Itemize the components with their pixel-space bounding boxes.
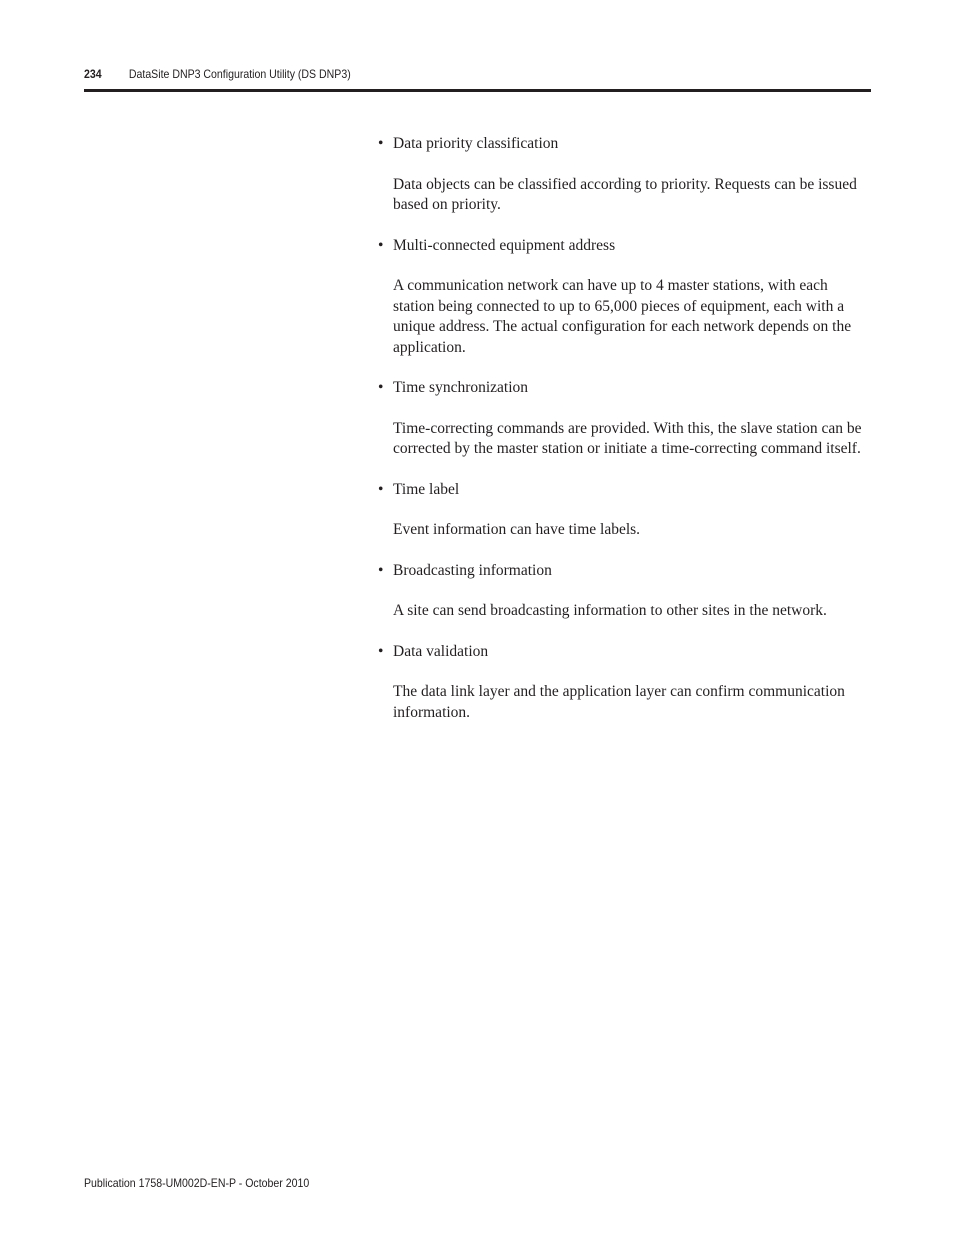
bullet-icon: • (378, 135, 384, 152)
bullet-label: Broadcasting information (393, 561, 552, 579)
bullet-heading (378, 236, 872, 257)
bullet-label: Data validation (393, 642, 489, 660)
page-footer: Publication 1758-UM002D-EN-P - October 2010 (84, 1176, 310, 1190)
list-item (378, 480, 872, 541)
bullet-icon: • (378, 642, 384, 660)
bullet-label: Multi-connected equipment address (393, 236, 616, 254)
bullet-description: Data objects can be classified according to priority. Requests can be issued based on priority. (393, 175, 857, 213)
bullet-description: A communication network can have up to 4 master stations, with each station being connected to up to 65,000 pieces of equipment, each with a unique address. The actual configuration for each network depends on the application. (393, 277, 852, 356)
bullet-label: Time label (393, 480, 460, 498)
list-item (378, 378, 872, 460)
list-item (378, 561, 872, 622)
bullet-description: Event information can have time labels. (393, 521, 641, 538)
bullet-label: Time synchronization (393, 379, 529, 396)
bullet-description: A site can send broadcasting information to other sites in the network. (393, 602, 827, 619)
feature-list (378, 134, 872, 743)
list-item (378, 236, 872, 359)
bullet-description: The data link layer and the application layer can confirm communication information. (393, 683, 845, 721)
header-title: DataSite DNP3 Configuration Utility (DS DNP3) (128, 67, 351, 81)
bullet-heading (378, 378, 872, 399)
bullet-icon: • (378, 480, 384, 498)
bullet-icon: • (378, 561, 384, 579)
page-number: 234 (84, 67, 102, 81)
list-item (378, 642, 872, 724)
bullet-description: Time-correcting commands are provided. With this, the slave station can be corrected by the master station or initiate a time-correcting command itself. (393, 419, 862, 457)
bullet-label: Data priority classification (393, 135, 559, 152)
list-item (378, 134, 872, 216)
bullet-heading (378, 134, 872, 155)
bullet-icon: • (378, 379, 384, 396)
bullet-heading (378, 642, 872, 663)
page-header (84, 66, 777, 90)
bullet-heading (378, 480, 872, 501)
bullet-icon: • (378, 236, 384, 254)
bullet-heading (378, 561, 872, 582)
header-rule (84, 89, 871, 92)
